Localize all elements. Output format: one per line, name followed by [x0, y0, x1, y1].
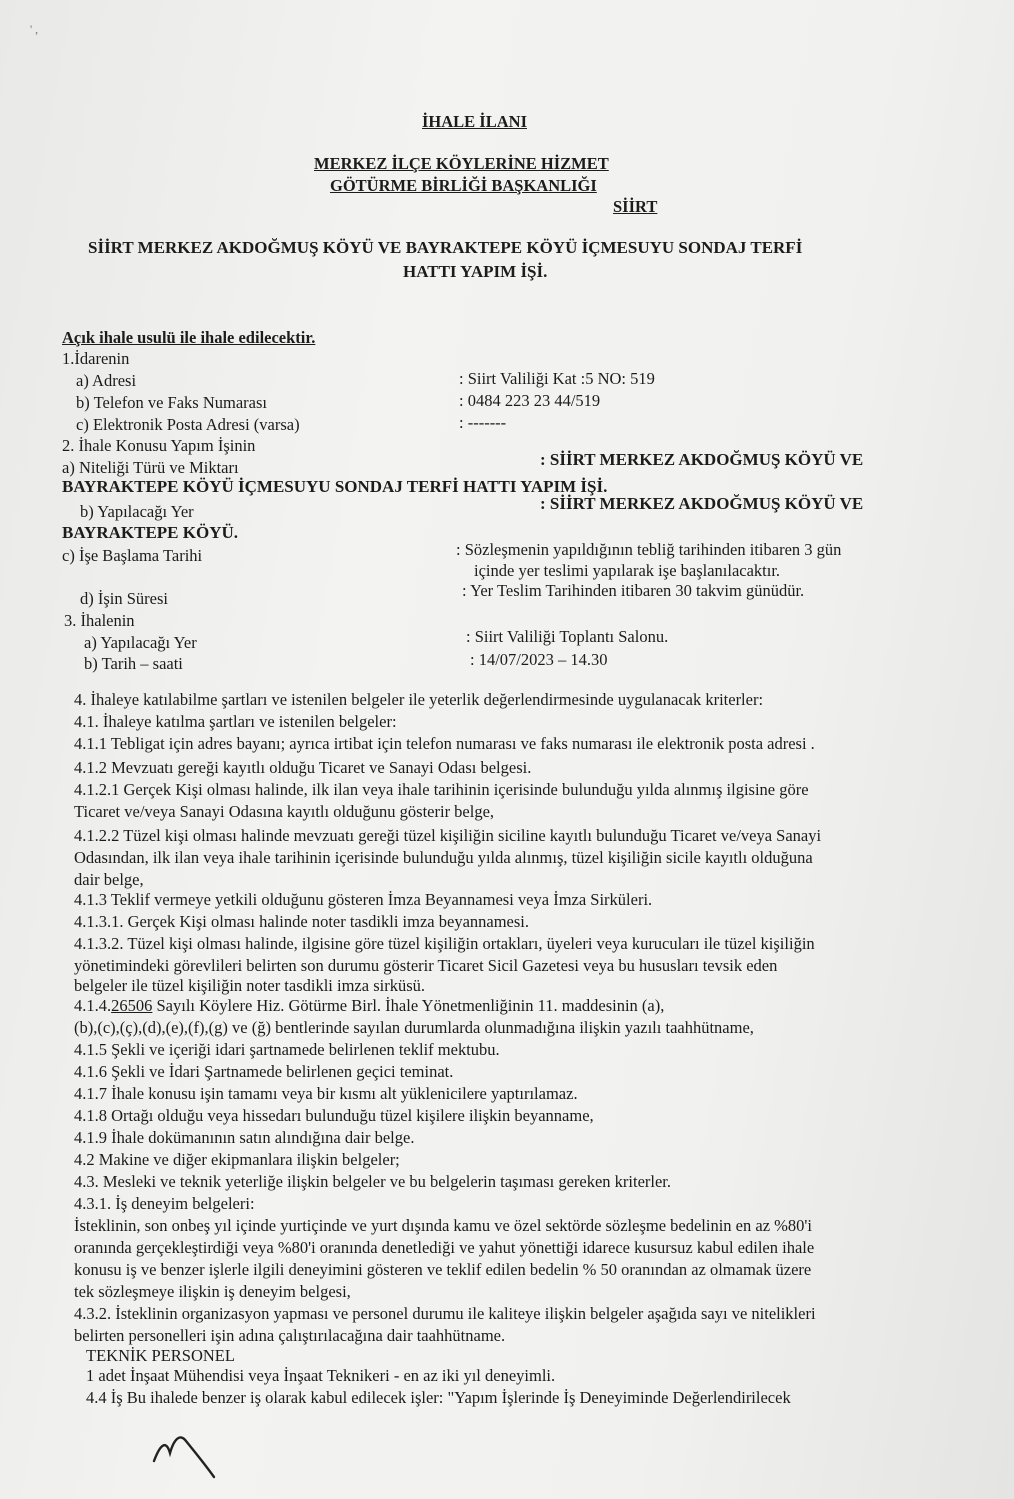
- s4-line-26: oranında gerçekleştirdiği veya %80'i oranında denetlediği ve yahut yönettiği idarece kusursuz kabul edilen ihale: [74, 1238, 815, 1257]
- s4-line-4: 4.1.2 Mevzuatı gereği kayıtlı olduğu Ticaret ve Sanayi Odası belgesi.: [74, 758, 532, 777]
- section3-heading: 3. İhalenin: [64, 611, 135, 630]
- org-city: SİİRT: [613, 197, 658, 216]
- s4-line-27: konusu iş ve benzer işlerle ilgili deneyimini gösteren ve teklif edilen bedelin % 50 oranından az olmamak üzere: [74, 1260, 812, 1279]
- signature-icon: [150, 1425, 230, 1485]
- s4-line-12: 4.1.3.2. Tüzel kişi olması halinde, ilgisine göre tüzel kişiliğin ortakları, üyeleri veya kurucuları ile tüzel kişiliğin: [74, 934, 815, 953]
- s4-line-25: İsteklinin, son onbeş yıl içinde yurtiçinde ve yurt dışında kamu ve özel sektörde sözleşme bedelinin en az %80'i: [74, 1216, 812, 1235]
- s4-line-28: tek sözleşmeye ilişkin iş deneyim belgesi,: [74, 1282, 351, 1301]
- s4-line-33: 4.4 İş Bu ihalede benzer iş olarak kabul edilecek işler: "Yapım İşlerinde İş Deneyiminde Değerlendirilecek: [86, 1388, 791, 1407]
- s4-line-15-rest: Sayılı Köylere Hiz. Götürme Birl. İhale Yönetmenliğinin 11. maddesinin (a),: [152, 996, 665, 1015]
- s4-line-6: Ticaret ve/veya Sanayi Odasına kayıtlı olduğunu gösterir belge,: [74, 802, 495, 821]
- s4-line-30: belirten personelleri işin adına çalıştırılacağına dair taahhütname.: [74, 1326, 506, 1345]
- s4-line-22: 4.2 Makine ve diğer ekipmanlara ilişkin belgeler;: [74, 1150, 400, 1169]
- s4-line-8: Odasından, ilk ilan veya ihale tarihinin içerisinde bulunduğu yılda alınmış, tüzel kişiliğin sicile kayıtlı olduğuna: [74, 848, 813, 867]
- s4-line-2: 4.1. İhaleye katılma şartları ve istenilen belgeler:: [74, 712, 397, 731]
- section2-d-label: d) İşin Süresi: [80, 589, 168, 608]
- section2-b-value: : SİİRT MERKEZ AKDOĞMUŞ KÖYÜ VE: [540, 494, 864, 513]
- s4-line-11: 4.1.3.1. Gerçek Kişi olması halinde noter tasdikli imza beyannamesi.: [74, 912, 530, 931]
- s4-line-9: dair belge,: [74, 870, 144, 889]
- job-title-line-1: SİİRT MERKEZ AKDOĞMUŞ KÖYÜ VE BAYRAKTEPE KÖYÜ İÇMESUYU SONDAJ TERFİ: [88, 238, 803, 257]
- s4-line-23: 4.3. Mesleki ve teknik yeterliğe ilişkin belgeler ve bu belgelerin taşıması gereken kriterler.: [74, 1172, 672, 1191]
- section3-a-label: a) Yapılacağı Yer: [84, 633, 197, 652]
- section2-a-value-cont: BAYRAKTEPE KÖYÜ İÇMESUYU SONDAJ TERFİ HATTI YAPIM İŞİ.: [62, 477, 608, 496]
- s4-line-3: 4.1.1 Tebligat için adres bayanı; ayrıca irtibat için telefon numarası ve faks numarası ile elektronik posta adresi .: [74, 734, 815, 753]
- technical-personnel-heading: TEKNİK PERSONEL: [86, 1346, 235, 1365]
- section3-b-label: b) Tarih – saati: [84, 654, 183, 673]
- s4-line-13: yönetimindeki görevlileri belirten son durumu gösterir Ticaret Sicil Gazetesi veya bu hususları tevsik eden: [74, 956, 778, 975]
- s4-line-1: 4. İhaleye katılabilme şartları ve istenilen belgeler ile yeterlik değerlendirmesinde uygulanacak kriterler:: [74, 690, 764, 709]
- section2-d-value: : Yer Teslim Tarihinden itibaren 30 takvim günüdür.: [462, 581, 805, 600]
- org-line-1: MERKEZ İLÇE KÖYLERİNE HİZMET: [314, 154, 609, 173]
- section1-label-address: a) Adresi: [76, 371, 137, 390]
- s4-line-15: [74, 996, 664, 1016]
- s4-line-21: 4.1.9 İhale dokümanının satın alındığına dair belge.: [74, 1128, 415, 1147]
- section1-value-phone: : 0484 223 23 44/519: [459, 391, 601, 410]
- s4-line-15-prefix: 4.1.4.: [74, 996, 112, 1015]
- section1-value-address: : Siirt Valiliği Kat :5 NO: 519: [459, 369, 655, 388]
- section2-c-value: : Sözleşmenin yapıldığının tebliğ tarihinden itibaren 3 gün: [456, 540, 842, 559]
- s4-line-5: 4.1.2.1 Gerçek Kişi olması halinde, ilk ilan veya ihale tarihinin içerisinde bulunduğu yılda alınmış ilgisine göre: [74, 780, 809, 799]
- section2-b-value-cont: BAYRAKTEPE KÖYÜ.: [62, 523, 239, 542]
- section1-label-phone: b) Telefon ve Faks Numarası: [76, 393, 267, 412]
- regulation-number: 26506: [111, 996, 153, 1015]
- section2-b-label: b) Yapılacağı Yer: [80, 502, 194, 521]
- job-title-line-2: HATTI YAPIM İŞİ.: [403, 262, 548, 281]
- section3-b-value: : 14/07/2023 – 14.30: [470, 650, 608, 669]
- section1-label-email: c) Elektronik Posta Adresi (varsa): [76, 415, 300, 434]
- s4-line-24: 4.3.1. İş deneyim belgeleri:: [74, 1194, 255, 1213]
- s4-line-7: 4.1.2.2 Tüzel kişi olması halinde mevzuatı gereği tüzel kişiliğin siciline kayıtlı bulunduğu Ticaret ve/veya Sanayi: [74, 826, 822, 845]
- s4-line-19: 4.1.7 İhale konusu işin tamamı veya bir kısmı alt yüklenicilere yaptırılamaz.: [74, 1084, 578, 1103]
- procedure-text: Açık ihale usulü ile ihale edilecektir.: [62, 328, 316, 347]
- s4-line-14: belgeler ile tüzel kişiliğin noter tasdikli imza sirküsü.: [74, 976, 426, 995]
- section2-heading: 2. İhale Konusu Yapım İşinin: [62, 436, 256, 455]
- s4-line-16: (b),(c),(ç),(d),(e),(f),(g) ve (ğ) bentlerinde sayılan durumlarda olunmadığına ilişkin yazılı taahhütname,: [74, 1018, 754, 1037]
- section1-heading: 1.İdarenin: [62, 349, 130, 368]
- section2-a-label: a) Niteliği Türü ve Miktarı: [62, 458, 239, 477]
- s4-line-32: 1 adet İnşaat Mühendisi veya İnşaat Teknikeri - en az iki yıl deneyimli.: [86, 1366, 556, 1385]
- section2-c-label: c) İşe Başlama Tarihi: [62, 546, 203, 565]
- corner-mark: ' ,: [30, 22, 39, 36]
- s4-line-10: 4.1.3 Teklif vermeye yetkili olduğunu gösteren İmza Beyannamesi veya İmza Sirküleri.: [74, 890, 653, 909]
- section2-a-value: : SİİRT MERKEZ AKDOĞMUŞ KÖYÜ VE: [540, 450, 864, 469]
- org-line-2: GÖTÜRME BİRLİĞİ BAŞKANLIĞI: [330, 176, 597, 195]
- section2-c-value-cont: içinde yer teslimi yapılarak işe başlanılacaktır.: [474, 561, 781, 580]
- s4-line-17: 4.1.5 Şekli ve içeriği idari şartnamede belirlenen teklif mektubu.: [74, 1040, 500, 1059]
- s4-line-20: 4.1.8 Ortağı olduğu veya hissedarı bulunduğu tüzel kişilere ilişkin beyanname,: [74, 1106, 594, 1125]
- section1-value-email: : -------: [459, 413, 507, 432]
- section3-a-value: : Siirt Valiliği Toplantı Salonu.: [466, 627, 669, 646]
- s4-line-29: 4.3.2. İsteklinin organizasyon yapması ve personel durumu ile kaliteye ilişkin belgeler aşağıda sayı ve nitelikleri: [74, 1304, 816, 1323]
- s4-line-18: 4.1.6 Şekli ve İdari Şartnamede belirlenen geçici teminat.: [74, 1062, 454, 1081]
- notice-title: İHALE İLANI: [422, 112, 527, 131]
